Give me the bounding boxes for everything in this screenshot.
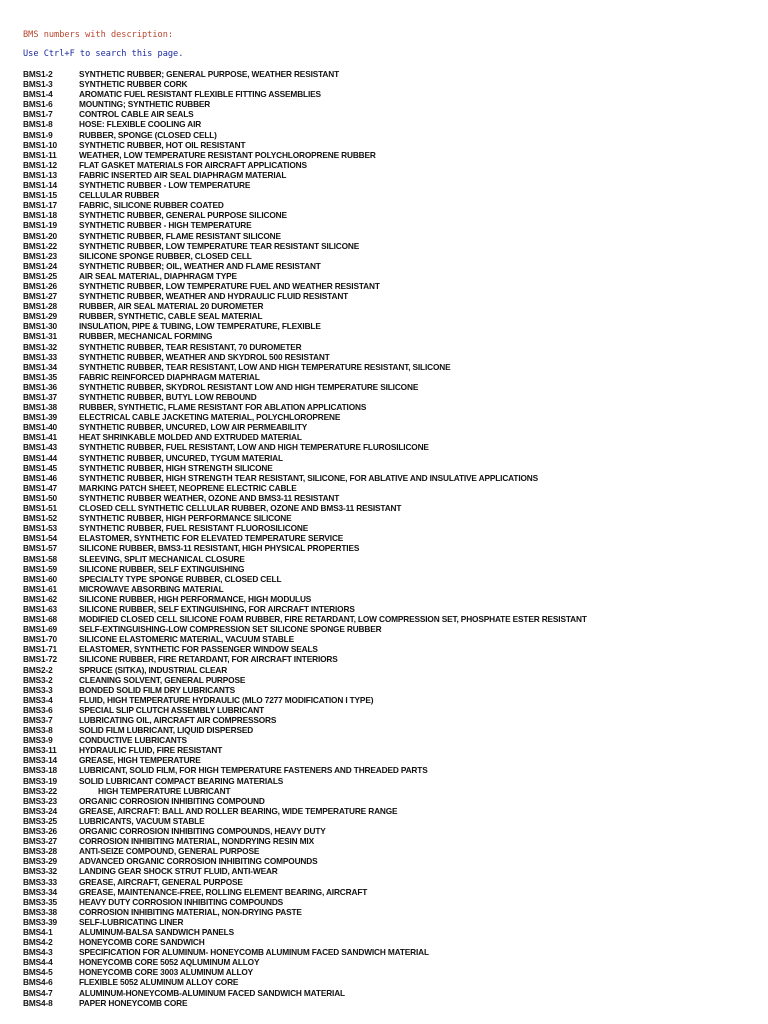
- list-item: [23, 776, 758, 786]
- list-item: [23, 594, 758, 604]
- bms-code: BMS3-14: [23, 755, 57, 766]
- bms-code: BMS3-39: [23, 916, 57, 927]
- list-item: [23, 69, 758, 79]
- bms-code: BMS4-2: [23, 937, 53, 948]
- bms-description: SYNTHETIC RUBBER; OIL, WEATHER AND FLAME RESISTANT: [79, 260, 321, 271]
- bms-code: BMS3-34: [23, 886, 57, 897]
- bms-description: GREASE, AIRCRAFT, GENERAL PURPOSE: [79, 876, 243, 887]
- list-item: [23, 765, 758, 775]
- list-item: [23, 99, 758, 109]
- bms-description: RUBBER, MECHANICAL FORMING: [79, 331, 213, 342]
- bms-description: SYNTHETIC RUBBER, UNCURED, TYGUM MATERIAL: [79, 452, 283, 463]
- list-item: [23, 342, 758, 352]
- bms-description: LUBRICANT, SOLID FILM, FOR HIGH TEMPERATURE FASTENERS AND THREADED PARTS: [79, 765, 428, 776]
- bms-code: BMS3-38: [23, 906, 57, 917]
- search-hint: Use Ctrl+F to search this page.: [23, 49, 184, 59]
- list-item: [23, 564, 758, 574]
- list-item: [23, 352, 758, 362]
- bms-code: BMS1-58: [23, 553, 57, 564]
- list-item: [23, 432, 758, 442]
- bms-code: BMS3-23: [23, 795, 57, 806]
- bms-description: FLAT GASKET MATERIALS FOR AIRCRAFT APPLICATIONS: [79, 159, 307, 170]
- list-item: [23, 301, 758, 311]
- bms-description: RUBBER, SPONGE (CLOSED CELL): [79, 129, 217, 140]
- bms-code: BMS4-7: [23, 987, 53, 998]
- bms-description: LUBRICANTS, VACUUM STABLE: [79, 815, 205, 826]
- bms-description: GREASE, HIGH TEMPERATURE: [79, 755, 201, 766]
- bms-description: SYNTHETIC RUBBER - HIGH TEMPERATURE: [79, 220, 252, 231]
- bms-code: BMS1-70: [23, 634, 57, 645]
- list-item: [23, 604, 758, 614]
- list-item: [23, 382, 758, 392]
- bms-description: SILICONE RUBBER, SELF EXTINGUISHING: [79, 563, 245, 574]
- bms-list: [23, 69, 758, 1008]
- bms-description: MODIFIED CLOSED CELL SILICONE FOAM RUBBER, FIRE RETARDANT, LOW COMPRESSION SET, PHOSPHATE ESTER RESISTANT: [79, 614, 587, 625]
- bms-description: SYNTHETIC RUBBER, HIGH STRENGTH TEAR RESISTANT, SILICONE, FOR ABLATIVE AND INSULATIVE APPLICATIONS: [79, 472, 539, 483]
- bms-description: RUBBER, SYNTHETIC, CABLE SEAL MATERIAL: [79, 311, 263, 322]
- bms-description: CORROSION INHIBITING MATERIAL, NONDRYING RESIN MIX: [79, 836, 314, 847]
- list-item: [23, 523, 758, 533]
- bms-description: SILICONE ELASTOMERIC MATERIAL, VACUUM STABLE: [79, 634, 294, 645]
- page-title: BMS numbers with description:: [23, 30, 174, 40]
- list-item: [23, 412, 758, 422]
- list-item: [23, 251, 758, 261]
- list-item: [23, 866, 758, 876]
- bms-code: BMS1-68: [23, 614, 57, 625]
- bms-description: ELASTOMER, SYNTHETIC FOR ELEVATED TEMPERATURE SERVICE: [79, 533, 344, 544]
- bms-description: ALUMINUM-HONEYCOMB-ALUMINUM FACED SANDWICH MATERIAL: [79, 987, 345, 998]
- bms-code: BMS1-17: [23, 200, 57, 211]
- bms-description: SYNTHETIC RUBBER, HOT OIL RESISTANT: [79, 139, 246, 150]
- bms-code: BMS2-2: [23, 664, 53, 675]
- bms-description: ANTI-SEIZE COMPOUND, GENERAL PURPOSE: [79, 846, 260, 857]
- bms-code: BMS3-19: [23, 775, 57, 786]
- bms-code: BMS1-12: [23, 159, 57, 170]
- list-item: [23, 271, 758, 281]
- bms-code: BMS1-44: [23, 452, 57, 463]
- bms-code: BMS1-3: [23, 79, 53, 90]
- bms-description: HONEYCOMB CORE SANDWICH: [79, 937, 205, 948]
- bms-description: SYNTHETIC RUBBER, HIGH PERFORMANCE SILICONE: [79, 513, 292, 524]
- bms-description: SYNTHETIC RUBBER, WEATHER AND HYDRAULIC FLUID RESISTANT: [79, 291, 349, 302]
- list-item: [23, 998, 758, 1008]
- list-item: [23, 533, 758, 543]
- list-item: [23, 543, 758, 553]
- bms-code: BMS1-29: [23, 311, 57, 322]
- bms-description: SOLID FILM LUBRICANT, LIQUID DISPERSED: [79, 725, 254, 736]
- bms-description: SYNTHETIC RUBBER WEATHER, OZONE AND BMS3-11 RESISTANT: [79, 492, 340, 503]
- bms-description: SILICONE RUBBER, FIRE RETARDANT, FOR AIRCRAFT INTERIORS: [79, 654, 338, 665]
- bms-description: ORGANIC CORROSION INHIBITING COMPOUNDS, HEAVY DUTY: [79, 826, 326, 837]
- bms-code: BMS4-3: [23, 947, 53, 958]
- list-item: [23, 715, 758, 725]
- list-item: [23, 614, 758, 624]
- list-item: [23, 442, 758, 452]
- list-item: [23, 675, 758, 685]
- bms-code: BMS1-24: [23, 260, 57, 271]
- bms-code: BMS1-9: [23, 129, 53, 140]
- list-item: [23, 745, 758, 755]
- bms-description: SYNTHETIC RUBBER; GENERAL PURPOSE, WEATHER RESISTANT: [79, 69, 340, 79]
- bms-code: BMS1-43: [23, 442, 57, 453]
- bms-code: BMS1-39: [23, 412, 57, 423]
- bms-description: PAPER HONEYCOMB CORE: [79, 997, 188, 1008]
- list-item: [23, 654, 758, 664]
- bms-code: BMS1-15: [23, 190, 57, 201]
- list-item: [23, 957, 758, 967]
- bms-code: BMS1-30: [23, 321, 57, 332]
- list-item: [23, 705, 758, 715]
- bms-description: SPECIFICATION FOR ALUMINUM- HONEYCOMB ALUMINUM FACED SANDWICH MATERIAL: [79, 947, 429, 958]
- bms-code: BMS3-35: [23, 896, 57, 907]
- bms-code: BMS1-36: [23, 381, 57, 392]
- list-item: [23, 725, 758, 735]
- bms-code: BMS3-24: [23, 805, 57, 816]
- list-item: [23, 453, 758, 463]
- list-item: [23, 291, 758, 301]
- list-item: [23, 786, 758, 796]
- bms-code: BMS3-27: [23, 836, 57, 847]
- bms-code: BMS1-32: [23, 341, 57, 352]
- bms-code: BMS1-51: [23, 503, 57, 514]
- bms-code: BMS1-11: [23, 149, 57, 160]
- bms-code: BMS1-2: [23, 69, 53, 79]
- bms-description: ADVANCED ORGANIC CORROSION INHIBITING COMPOUNDS: [79, 856, 318, 867]
- list-item: [23, 140, 758, 150]
- list-item: [23, 331, 758, 341]
- bms-description: INSULATION, PIPE & TUBING, LOW TEMPERATURE, FLEXIBLE: [79, 321, 321, 332]
- bms-code: BMS1-59: [23, 563, 57, 574]
- list-item: [23, 897, 758, 907]
- bms-description: GREASE, MAINTENANCE-FREE, ROLLING ELEMENT BEARING, AIRCRAFT: [79, 886, 368, 897]
- bms-description: RUBBER, AIR SEAL MATERIAL 20 DUROMETER: [79, 301, 264, 312]
- bms-code: BMS1-20: [23, 230, 57, 241]
- list-item: [23, 190, 758, 200]
- bms-code: BMS1-6: [23, 99, 53, 110]
- bms-description: ELECTRICAL CABLE JACKETING MATERIAL, POLYCHLOROPRENE: [79, 412, 341, 423]
- bms-code: BMS1-53: [23, 523, 57, 534]
- bms-description: SYNTHETIC RUBBER CORK: [79, 79, 188, 90]
- bms-code: BMS1-7: [23, 109, 53, 120]
- list-item: [23, 584, 758, 594]
- bms-code: BMS3-3: [23, 684, 53, 695]
- list-item: [23, 372, 758, 382]
- bms-description: WEATHER, LOW TEMPERATURE RESISTANT POLYCHLOROPRENE RUBBER: [79, 149, 376, 160]
- bms-code: BMS1-38: [23, 402, 57, 413]
- bms-description: SYNTHETIC RUBBER, FUEL RESISTANT FLUOROSILICONE: [79, 523, 309, 534]
- list-item: [23, 967, 758, 977]
- bms-description: HYDRAULIC FLUID, FIRE RESISTANT: [79, 745, 223, 756]
- list-item: [23, 644, 758, 654]
- bms-description: ELASTOMER, SYNTHETIC FOR PASSENGER WINDOW SEALS: [79, 644, 318, 655]
- list-item: [23, 846, 758, 856]
- bms-code: BMS1-18: [23, 210, 57, 221]
- bms-code: BMS3-33: [23, 876, 57, 887]
- list-item: [23, 624, 758, 634]
- list-item: [23, 907, 758, 917]
- list-item: [23, 231, 758, 241]
- bms-code: BMS1-50: [23, 492, 57, 503]
- bms-description: SYNTHETIC RUBBER, WEATHER AND SKYDROL 500 RESISTANT: [79, 351, 330, 362]
- bms-description: SLEEVING, SPLIT MECHANICAL CLOSURE: [79, 553, 245, 564]
- bms-description: SYNTHETIC RUBBER, HIGH STRENGTH SILICONE: [79, 462, 273, 473]
- bms-description: SPRUCE (SITKA), INDUSTRIAL CLEAR: [79, 664, 228, 675]
- bms-code: BMS1-25: [23, 270, 57, 281]
- bms-code: BMS3-18: [23, 765, 57, 776]
- bms-code: BMS1-52: [23, 513, 57, 524]
- bms-description: HONEYCOMB CORE 3003 ALUMINUM ALLOY: [79, 967, 254, 978]
- bms-code: BMS4-6: [23, 977, 53, 988]
- list-item: [23, 109, 758, 119]
- bms-description: CELLULAR RUBBER: [79, 190, 160, 201]
- list-item: [23, 735, 758, 745]
- bms-code: BMS1-33: [23, 351, 57, 362]
- bms-description: SYNTHETIC RUBBER, LOW TEMPERATURE FUEL AND WEATHER RESISTANT: [79, 280, 380, 291]
- bms-description: FABRIC, SILICONE RUBBER COATED: [79, 200, 224, 211]
- bms-code: BMS1-37: [23, 392, 57, 402]
- list-item: [23, 695, 758, 705]
- bms-description: AIR SEAL MATERIAL, DIAPHRAGM TYPE: [79, 270, 237, 281]
- bms-description: HONEYCOMB CORE 5052 AQLUMINUM ALLOY: [79, 957, 260, 968]
- bms-description: SYNTHETIC RUBBER, UNCURED, LOW AIR PERMEABILITY: [79, 422, 308, 433]
- bms-description: SILICONE RUBBER, BMS3-11 RESISTANT, HIGH PHYSICAL PROPERTIES: [79, 543, 360, 554]
- bms-description: SPECIAL SLIP CLUTCH ASSEMBLY LUBRICANT: [79, 704, 264, 715]
- bms-code: BMS1-47: [23, 482, 57, 493]
- bms-code: BMS3-32: [23, 866, 57, 877]
- bms-description: SYNTHETIC RUBBER, FUEL RESISTANT, LOW AND HIGH TEMPERATURE FLUROSILICONE: [79, 442, 429, 453]
- list-item: [23, 927, 758, 937]
- bms-code: BMS1-60: [23, 573, 57, 584]
- list-item: [23, 220, 758, 230]
- bms-description: SELF-LUBRICATING LINER: [79, 916, 184, 927]
- bms-description: HEAVY DUTY CORROSION INHIBITING COMPOUNDS: [79, 896, 284, 907]
- list-item: [23, 816, 758, 826]
- list-item: [23, 634, 758, 644]
- bms-description: SILICONE RUBBER, HIGH PERFORMANCE, HIGH MODULUS: [79, 593, 312, 604]
- bms-description: FLUID, HIGH TEMPERATURE HYDRAULIC (MLO 7277 MODIFICATION I TYPE): [79, 694, 374, 705]
- bms-description: AROMATIC FUEL RESISTANT FLEXIBLE FITTING ASSEMBLIES: [79, 89, 321, 100]
- bms-code: BMS3-4: [23, 694, 53, 705]
- list-item: [23, 180, 758, 190]
- bms-code: BMS1-57: [23, 543, 57, 554]
- bms-description: SYNTHETIC RUBBER, TEAR RESISTANT, 70 DUROMETER: [79, 341, 302, 352]
- list-item: [23, 160, 758, 170]
- bms-description: CORROSION INHIBITING MATERIAL, NON-DRYING PASTE: [79, 906, 302, 917]
- list-item: [23, 392, 758, 402]
- bms-code: BMS3-9: [23, 735, 53, 746]
- bms-code: BMS1-22: [23, 240, 57, 251]
- list-item: [23, 685, 758, 695]
- list-item: [23, 977, 758, 987]
- bms-description: ALUMINUM-BALSA SANDWICH PANELS: [79, 926, 234, 937]
- bms-code: BMS1-27: [23, 291, 57, 302]
- bms-code: BMS3-7: [23, 715, 53, 725]
- list-item: [23, 665, 758, 675]
- list-item: [23, 796, 758, 806]
- bms-code: BMS4-1: [23, 926, 53, 937]
- bms-code: BMS3-2: [23, 674, 53, 685]
- list-item: [23, 887, 758, 897]
- bms-code: BMS3-8: [23, 725, 53, 736]
- list-item: [23, 473, 758, 483]
- list-item: [23, 241, 758, 251]
- bms-code: BMS4-4: [23, 957, 53, 968]
- list-item: [23, 321, 758, 331]
- bms-description: MARKING PATCH SHEET, NEOPRENE ELECTRIC CABLE: [79, 482, 297, 493]
- bms-description: SYNTHETIC RUBBER - LOW TEMPERATURE: [79, 180, 251, 191]
- bms-code: BMS1-4: [23, 89, 53, 100]
- bms-code: BMS3-28: [23, 846, 57, 857]
- bms-code: BMS3-22: [23, 785, 57, 796]
- bms-description: FABRIC INSERTED AIR SEAL DIAPHRAGM MATERIAL: [79, 169, 287, 180]
- bms-description: GREASE, AIRCRAFT: BALL AND ROLLER BEARING, WIDE TEMPERATURE RANGE: [79, 805, 398, 816]
- list-item: [23, 210, 758, 220]
- bms-description: FLEXIBLE 5052 ALUMINUM ALLOY CORE: [79, 977, 239, 988]
- bms-code: BMS1-34: [23, 361, 57, 372]
- bms-description: BONDED SOLID FILM DRY LUBRICANTS: [79, 684, 236, 695]
- bms-code: BMS3-25: [23, 815, 57, 826]
- bms-code: BMS4-8: [23, 997, 53, 1008]
- bms-description: SOLID LUBRICANT COMPACT BEARING MATERIALS: [79, 775, 284, 786]
- list-item: [23, 806, 758, 816]
- list-item: [23, 856, 758, 866]
- list-item: [23, 917, 758, 927]
- list-item: [23, 755, 758, 765]
- list-item: [23, 574, 758, 584]
- bms-code: BMS1-8: [23, 119, 53, 130]
- bms-description: LANDING GEAR SHOCK STRUT FLUID, ANTI-WEAR: [79, 866, 278, 877]
- bms-description: HEAT SHRINKABLE MOLDED AND EXTRUDED MATERIAL: [79, 432, 302, 443]
- bms-description: HOSE: FLEXIBLE COOLING AIR: [79, 119, 202, 130]
- list-item: [23, 362, 758, 372]
- bms-code: BMS1-14: [23, 180, 57, 191]
- list-item: [23, 503, 758, 513]
- bms-description: SELF-EXTINGUISHING-LOW COMPRESSION SET SILICONE SPONGE RUBBER: [79, 624, 382, 635]
- bms-document: [23, 30, 758, 1008]
- bms-code: BMS1-13: [23, 169, 57, 180]
- list-item: [23, 554, 758, 564]
- bms-code: BMS1-41: [23, 432, 57, 443]
- list-item: [23, 937, 758, 947]
- list-item: [23, 130, 758, 140]
- bms-code: BMS1-62: [23, 593, 57, 604]
- list-item: [23, 119, 758, 129]
- bms-code: BMS1-69: [23, 624, 57, 635]
- bms-description: CLEANING SOLVENT, GENERAL PURPOSE: [79, 674, 246, 685]
- bms-code: BMS4-5: [23, 967, 53, 978]
- bms-code: BMS1-40: [23, 422, 57, 433]
- bms-description: CLOSED CELL SYNTHETIC CELLULAR RUBBER, OZONE AND BMS3-11 RESISTANT: [79, 503, 402, 514]
- bms-description: SILICONE RUBBER, SELF EXTINGUISHING, FOR AIRCRAFT INTERIORS: [79, 603, 355, 614]
- bms-description: LUBRICATING OIL, AIRCRAFT AIR COMPRESSORS: [79, 715, 277, 725]
- list-item: [23, 463, 758, 473]
- list-item: [23, 79, 758, 89]
- list-item: [23, 89, 758, 99]
- bms-code: BMS3-26: [23, 826, 57, 837]
- bms-description: MICROWAVE ABSORBING MATERIAL: [79, 583, 224, 594]
- list-item: [23, 422, 758, 432]
- list-item: [23, 311, 758, 321]
- list-item: [23, 826, 758, 836]
- bms-code: BMS1-45: [23, 462, 57, 473]
- bms-description: CONDUCTIVE LUBRICANTS: [79, 735, 187, 746]
- bms-description: FABRIC REINFORCED DIAPHRAGM MATERIAL: [79, 371, 260, 382]
- list-item: [23, 281, 758, 291]
- bms-description: SYNTHETIC RUBBER, SKYDROL RESISTANT LOW AND HIGH TEMPERATURE SILICONE: [79, 381, 419, 392]
- list-item: [23, 261, 758, 271]
- bms-description: SYNTHETIC RUBBER, BUTYL LOW REBOUND: [79, 392, 257, 402]
- bms-code: BMS1-46: [23, 472, 57, 483]
- list-item: [23, 988, 758, 998]
- bms-description: RUBBER, SYNTHETIC, FLAME RESISTANT FOR ABLATION APPLICATIONS: [79, 402, 367, 413]
- bms-code: BMS1-35: [23, 371, 57, 382]
- bms-code: BMS1-72: [23, 654, 57, 665]
- bms-description: CONTROL CABLE AIR SEALS: [79, 109, 194, 120]
- bms-description: ORGANIC CORROSION INHIBITING COMPOUND: [79, 795, 265, 806]
- bms-description: MOUNTING; SYNTHETIC RUBBER: [79, 99, 211, 110]
- bms-code: BMS1-31: [23, 331, 57, 342]
- list-item: [23, 170, 758, 180]
- bms-code: BMS3-11: [23, 745, 57, 756]
- bms-code: BMS1-61: [23, 583, 57, 594]
- bms-description: SYNTHETIC RUBBER, GENERAL PURPOSE SILICONE: [79, 210, 287, 221]
- bms-description: SYNTHETIC RUBBER, FLAME RESISTANT SILICONE: [79, 230, 281, 241]
- bms-description: SILICONE SPONGE RUBBER, CLOSED CELL: [79, 250, 252, 261]
- bms-code: BMS3-6: [23, 704, 53, 715]
- bms-code: BMS1-54: [23, 533, 57, 544]
- list-item: [23, 493, 758, 503]
- bms-code: BMS1-63: [23, 603, 57, 614]
- list-item: [23, 877, 758, 887]
- bms-code: BMS1-71: [23, 644, 57, 655]
- bms-description: SYNTHETIC RUBBER, LOW TEMPERATURE TEAR RESISTANT SILICONE: [79, 240, 360, 251]
- bms-code: BMS1-23: [23, 250, 57, 261]
- list-item: [23, 836, 758, 846]
- list-item: [23, 483, 758, 493]
- bms-code: BMS1-28: [23, 301, 57, 312]
- list-item: [23, 150, 758, 160]
- list-item: [23, 947, 758, 957]
- bms-description: HIGH TEMPERATURE LUBRICANT: [98, 785, 231, 796]
- bms-code: BMS1-19: [23, 220, 57, 231]
- list-item: [23, 513, 758, 523]
- list-item: [23, 200, 758, 210]
- bms-code: BMS3-29: [23, 856, 57, 867]
- list-item: [23, 402, 758, 412]
- bms-code: BMS1-26: [23, 280, 57, 291]
- bms-code: BMS1-10: [23, 139, 57, 150]
- bms-description: SPECIALTY TYPE SPONGE RUBBER, CLOSED CELL: [79, 573, 282, 584]
- bms-description: SYNTHETIC RUBBER, TEAR RESISTANT, LOW AND HIGH TEMPERATURE RESISTANT, SILICONE: [79, 361, 451, 372]
